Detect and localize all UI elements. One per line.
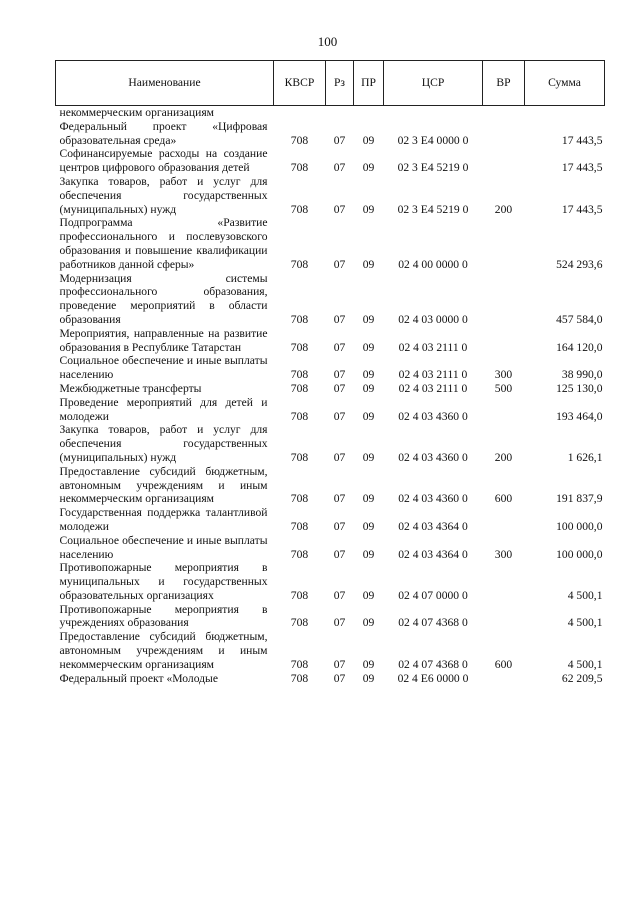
cell-rz: 07 bbox=[333, 657, 346, 671]
cell-csr: 02 4 03 4360 0 bbox=[398, 409, 468, 423]
cell-sum: 100 000,0 bbox=[556, 519, 603, 533]
cell-rz: 07 bbox=[333, 133, 346, 147]
cell-kvsr: 708 bbox=[290, 368, 309, 382]
cell-vr: 600 bbox=[494, 492, 513, 506]
cell-csr: 02 4 07 4368 0 bbox=[398, 657, 468, 671]
column-header-sum: Сумма bbox=[525, 61, 605, 106]
cell-rz: 07 bbox=[333, 450, 346, 464]
cell-name: Федеральный проект «Цифровая образовательная среда» bbox=[59, 119, 268, 147]
cell-pr: 09 bbox=[362, 616, 375, 630]
cell-kvsr: 708 bbox=[290, 450, 309, 464]
cell-csr: 02 4 03 4360 0 bbox=[398, 492, 468, 506]
cell-vr: 300 bbox=[494, 547, 513, 561]
cell-csr: 02 4 03 2111 0 bbox=[398, 381, 468, 395]
cell-csr: 02 3 Е4 0000 0 bbox=[397, 133, 469, 147]
table-row bbox=[56, 465, 605, 506]
table-row bbox=[56, 147, 605, 175]
cell-vr: 300 bbox=[494, 368, 513, 382]
cell-sum: 191 837,9 bbox=[556, 492, 603, 506]
cell-csr: 02 4 07 4368 0 bbox=[398, 616, 468, 630]
cell-rz: 07 bbox=[333, 588, 346, 602]
cell-csr: 02 4 07 0000 0 bbox=[398, 588, 468, 602]
cell-csr: 02 4 03 4364 0 bbox=[398, 519, 468, 533]
cell-name: Закупка товаров, работ и услуг для обеспечения государственных (муниципальных) нужд bbox=[59, 423, 268, 464]
cell-rz: 07 bbox=[333, 492, 346, 506]
cell-sum: 125 130,0 bbox=[556, 381, 603, 395]
column-header-vr: ВР bbox=[483, 61, 525, 106]
cell-vr bbox=[483, 603, 525, 631]
cell-csr: 02 4 03 0000 0 bbox=[398, 312, 468, 326]
cell-rz bbox=[326, 106, 354, 120]
cell-csr: 02 3 Е4 5219 0 bbox=[397, 161, 469, 175]
cell-kvsr: 708 bbox=[290, 202, 309, 216]
cell-kvsr: 708 bbox=[290, 616, 309, 630]
cell-name: Межбюджетные трансферты bbox=[59, 381, 202, 395]
table-body bbox=[56, 106, 605, 686]
cell-vr bbox=[483, 672, 525, 686]
page-number: 100 bbox=[317, 34, 338, 49]
cell-kvsr: 708 bbox=[290, 657, 309, 671]
cell-kvsr: 708 bbox=[290, 519, 309, 533]
cell-sum: 100 000,0 bbox=[556, 547, 603, 561]
cell-pr: 09 bbox=[362, 588, 375, 602]
cell-kvsr: 708 bbox=[290, 492, 309, 506]
cell-vr: 200 bbox=[494, 450, 513, 464]
cell-kvsr: 708 bbox=[290, 409, 309, 423]
cell-kvsr bbox=[274, 106, 326, 120]
table-row bbox=[56, 327, 605, 355]
cell-name: Закупка товаров, работ и услуг для обеспечения государственных (муниципальных) нужд bbox=[59, 174, 268, 216]
table-row bbox=[56, 382, 605, 396]
cell-kvsr: 708 bbox=[290, 312, 309, 326]
cell-rz: 07 bbox=[333, 340, 346, 354]
cell-csr bbox=[384, 106, 483, 120]
cell-vr: 200 bbox=[494, 202, 513, 216]
cell-pr: 09 bbox=[362, 671, 375, 685]
table-row bbox=[56, 272, 605, 327]
cell-name: Проведение мероприятий для детей и молодежи bbox=[59, 395, 268, 423]
table-row bbox=[56, 175, 605, 216]
cell-name: Подпрограмма «Развитие профессионального и послевузовского образования и повышение квалификации работников данной сферы» bbox=[59, 216, 268, 271]
column-header-rz: Рз bbox=[326, 61, 354, 106]
cell-vr bbox=[483, 216, 525, 271]
cell-pr: 09 bbox=[362, 133, 375, 147]
table-row bbox=[56, 506, 605, 534]
cell-rz: 07 bbox=[333, 616, 346, 630]
table-row bbox=[56, 603, 605, 631]
cell-vr bbox=[483, 327, 525, 355]
cell-pr: 09 bbox=[362, 547, 375, 561]
table-header bbox=[56, 61, 605, 106]
cell-csr: 02 4 03 2111 0 bbox=[398, 368, 468, 382]
cell-vr bbox=[483, 272, 525, 327]
cell-csr: 02 4 03 2111 0 bbox=[398, 340, 468, 354]
cell-csr: 02 4 Е6 0000 0 bbox=[397, 671, 469, 685]
cell-name: Государственная поддержка талантливой молодежи bbox=[59, 506, 268, 533]
column-header-name: Наименование bbox=[56, 61, 274, 106]
cell-kvsr: 708 bbox=[290, 161, 309, 175]
table-row bbox=[56, 106, 605, 120]
cell-name: Мероприятия, направленные на развитие образования в Республике Татарстан bbox=[59, 326, 268, 354]
cell-name: некоммерческим организациям bbox=[59, 106, 214, 119]
cell-csr: 02 4 00 0000 0 bbox=[398, 257, 468, 271]
table-row bbox=[56, 534, 605, 562]
cell-name: Социальное обеспечение и иные выплаты населению bbox=[59, 533, 268, 561]
cell-pr: 09 bbox=[362, 450, 375, 464]
cell-sum: 4 500,1 bbox=[567, 657, 603, 671]
cell-kvsr: 708 bbox=[290, 133, 309, 147]
cell-vr bbox=[483, 120, 525, 148]
cell-name: Противопожарные мероприятия в муниципальных и государственных образовательных организациях bbox=[59, 561, 268, 602]
cell-rz: 07 bbox=[333, 547, 346, 561]
cell-sum: 4 500,1 bbox=[567, 616, 603, 630]
cell-vr bbox=[483, 561, 525, 602]
cell-rz: 07 bbox=[333, 381, 346, 395]
table-row bbox=[56, 396, 605, 424]
cell-name: Софинансируемые расходы на создание центров цифрового образования детей bbox=[59, 147, 268, 175]
cell-sum: 457 584,0 bbox=[556, 312, 603, 326]
cell-pr: 09 bbox=[362, 492, 375, 506]
cell-vr bbox=[483, 147, 525, 175]
cell-csr: 02 4 03 4364 0 bbox=[398, 547, 468, 561]
cell-name: Социальное обеспечение и иные выплаты населению bbox=[59, 354, 268, 382]
cell-vr bbox=[483, 396, 525, 424]
cell-kvsr: 708 bbox=[290, 257, 309, 271]
cell-csr: 02 3 Е4 5219 0 bbox=[397, 202, 469, 216]
cell-sum: 62 209,5 bbox=[561, 671, 603, 685]
cell-pr: 09 bbox=[362, 257, 375, 271]
cell-sum bbox=[525, 106, 605, 120]
cell-pr: 09 bbox=[362, 202, 375, 216]
cell-sum: 524 293,6 bbox=[556, 257, 603, 271]
table-row bbox=[56, 120, 605, 148]
cell-pr: 09 bbox=[362, 381, 375, 395]
column-header-csr: ЦСР bbox=[384, 61, 483, 106]
cell-kvsr: 708 bbox=[290, 588, 309, 602]
cell-rz: 07 bbox=[333, 202, 346, 216]
cell-pr: 09 bbox=[362, 657, 375, 671]
cell-name: Предоставление субсидий бюджетным, автономным учреждениям и иным некоммерческим организациям bbox=[59, 630, 268, 671]
column-header-kvsr: КВСР bbox=[274, 61, 326, 106]
cell-vr: 600 bbox=[494, 657, 513, 671]
cell-sum: 17 443,5 bbox=[561, 161, 603, 175]
cell-sum: 1 626,1 bbox=[567, 450, 603, 464]
table-row bbox=[56, 216, 605, 271]
table-row bbox=[56, 630, 605, 671]
cell-vr bbox=[483, 106, 525, 120]
cell-name: Предоставление субсидий бюджетным, автономным учреждениям и иным некоммерческим организациям bbox=[59, 464, 268, 506]
cell-sum: 38 990,0 bbox=[561, 368, 603, 382]
cell-pr: 09 bbox=[362, 312, 375, 326]
cell-pr: 09 bbox=[362, 340, 375, 354]
cell-sum: 193 464,0 bbox=[556, 409, 603, 423]
cell-kvsr: 708 bbox=[290, 340, 309, 354]
cell-pr: 09 bbox=[362, 409, 375, 423]
cell-kvsr: 708 bbox=[290, 547, 309, 561]
cell-pr: 09 bbox=[362, 368, 375, 382]
cell-csr: 02 4 03 4360 0 bbox=[398, 450, 468, 464]
cell-name: Модернизация системы профессионального образования, проведение мероприятий в области образования bbox=[59, 271, 268, 326]
cell-sum: 17 443,5 bbox=[561, 133, 603, 147]
cell-rz: 07 bbox=[333, 257, 346, 271]
cell-pr: 09 bbox=[362, 519, 375, 533]
cell-rz: 07 bbox=[333, 409, 346, 423]
table-row bbox=[56, 354, 605, 382]
cell-vr: 500 bbox=[494, 381, 513, 395]
cell-name: Противопожарные мероприятия в учреждениях образования bbox=[59, 602, 268, 630]
cell-sum: 164 120,0 bbox=[556, 340, 603, 354]
cell-rz: 07 bbox=[333, 161, 346, 175]
cell-kvsr: 708 bbox=[290, 671, 309, 685]
cell-kvsr: 708 bbox=[290, 381, 309, 395]
cell-rz: 07 bbox=[333, 312, 346, 326]
cell-rz: 07 bbox=[333, 368, 346, 382]
table-row bbox=[56, 561, 605, 602]
table-row bbox=[56, 672, 605, 686]
cell-name: Федеральный проект «Молодые bbox=[59, 671, 218, 685]
budget-table bbox=[55, 60, 605, 685]
cell-pr: 09 bbox=[362, 161, 375, 175]
column-header-pr: ПР bbox=[354, 61, 384, 106]
cell-rz: 07 bbox=[333, 671, 346, 685]
cell-pr bbox=[354, 106, 384, 120]
cell-sum: 4 500,1 bbox=[567, 588, 603, 602]
cell-rz: 07 bbox=[333, 519, 346, 533]
cell-vr bbox=[483, 506, 525, 534]
cell-sum: 17 443,5 bbox=[561, 202, 603, 216]
table-row bbox=[56, 423, 605, 464]
